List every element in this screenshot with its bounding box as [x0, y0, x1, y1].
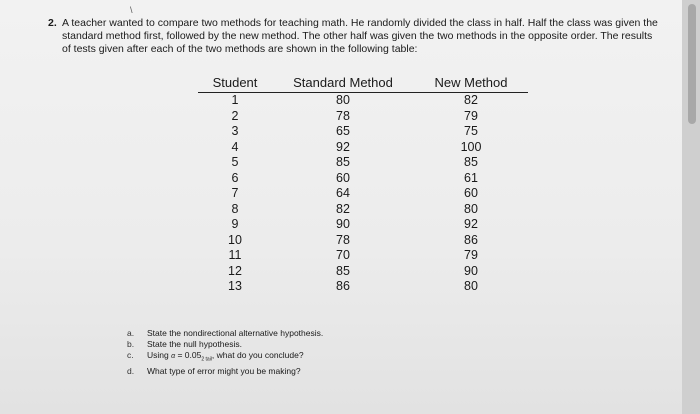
- question-letter: b.: [127, 339, 135, 349]
- cell-new-method: 79: [464, 108, 478, 123]
- two-tail-subscript: 2 tail: [201, 356, 212, 363]
- cell-standard-method: 92: [336, 139, 350, 154]
- cell-student: 4: [231, 139, 239, 154]
- cell-student: 12: [228, 263, 242, 278]
- cell-student: 2: [231, 108, 239, 123]
- cell-new-method: 82: [464, 93, 478, 107]
- tick-mark: \: [130, 5, 133, 15]
- cell-student: 6: [231, 170, 239, 185]
- cell-standard-method: 85: [336, 263, 350, 278]
- cell-student: 7: [231, 186, 239, 200]
- question-d: [127, 366, 323, 377]
- cell-student: 5: [231, 155, 239, 169]
- cell-standard-method: 70: [336, 248, 350, 262]
- scroll-thumb[interactable]: [688, 4, 696, 124]
- cell-new-method: 80: [464, 201, 478, 216]
- header-student: Student: [198, 75, 272, 93]
- vertical-scrollbar[interactable]: [682, 0, 700, 414]
- question-pre: Using: [147, 350, 169, 360]
- cell-student: 10: [228, 232, 242, 247]
- table-body: [198, 93, 528, 295]
- cell-new-method: 90: [464, 263, 478, 278]
- cell-new-method: 61: [464, 170, 478, 185]
- header-new-method: New Method: [414, 75, 528, 93]
- problem-statement: [48, 17, 662, 56]
- cell-standard-method: 85: [336, 155, 350, 169]
- question-letter: c.: [127, 350, 134, 360]
- results-table-container: [198, 75, 528, 295]
- cell-student: 9: [231, 217, 239, 231]
- cell-student: 13: [228, 279, 242, 293]
- table-row: [198, 155, 528, 171]
- cell-student: 11: [228, 248, 242, 262]
- cell-standard-method: 80: [336, 93, 350, 107]
- cell-standard-method: 86: [336, 279, 350, 293]
- cell-new-method: 85: [464, 155, 478, 169]
- table-row: [198, 233, 528, 249]
- question-post: , what do you conclude?: [211, 350, 304, 360]
- question-c: [127, 350, 323, 366]
- problem-number: 2.: [48, 17, 57, 29]
- cell-new-method: 86: [464, 232, 478, 247]
- cell-student: 3: [231, 124, 239, 138]
- question-text: What type of error might you be making?: [147, 365, 301, 376]
- cell-new-method: 100: [460, 139, 482, 154]
- table-row: [198, 140, 528, 156]
- cell-new-method: 60: [464, 186, 478, 200]
- table-row: [198, 202, 528, 218]
- table-row: [198, 279, 528, 295]
- question-letter: d.: [127, 365, 135, 376]
- cell-standard-method: 65: [336, 124, 350, 138]
- cell-new-method: 75: [464, 124, 478, 138]
- table-row: [198, 124, 528, 140]
- question-text: State the nondirectional alternative hypothesis.: [147, 328, 324, 338]
- cell-standard-method: 90: [336, 217, 350, 231]
- table-row: [198, 217, 528, 233]
- table-row: [198, 186, 528, 202]
- cell-standard-method: 78: [336, 108, 350, 123]
- question-a: [127, 328, 323, 339]
- cell-student: 1: [231, 93, 239, 107]
- cell-new-method: 79: [464, 248, 478, 262]
- cell-student: 8: [231, 201, 239, 216]
- header-standard-method: Standard Method: [272, 75, 414, 93]
- cell-standard-method: 82: [336, 201, 350, 216]
- question-mid: = 0.05: [177, 350, 202, 360]
- results-table: [198, 75, 528, 295]
- cell-standard-method: 64: [336, 186, 350, 200]
- table-row: [198, 171, 528, 187]
- table-header-row: [198, 75, 528, 93]
- question-text: State the null hypothesis.: [147, 339, 242, 349]
- cell-standard-method: 78: [336, 232, 350, 247]
- question-letter: a.: [127, 328, 135, 338]
- table-row: [198, 248, 528, 264]
- questions-list: [127, 328, 323, 377]
- table-row: [198, 109, 528, 125]
- cell-new-method: 80: [464, 279, 478, 293]
- cell-standard-method: 60: [336, 170, 350, 185]
- alpha-symbol: α: [171, 353, 176, 360]
- question-b: [127, 339, 323, 350]
- table-row: [198, 264, 528, 280]
- cell-new-method: 92: [464, 217, 478, 231]
- problem-text: A teacher wanted to compare two methods for teaching math. He randomly divided the class in half. Half the class was given the standard method first, followed by the new method. The other half was given the two methods in the opposite order. The results of tests given after each of the two methods are shown in the following table:: [62, 17, 658, 55]
- question-text: [147, 350, 304, 366]
- table-row: [198, 93, 528, 109]
